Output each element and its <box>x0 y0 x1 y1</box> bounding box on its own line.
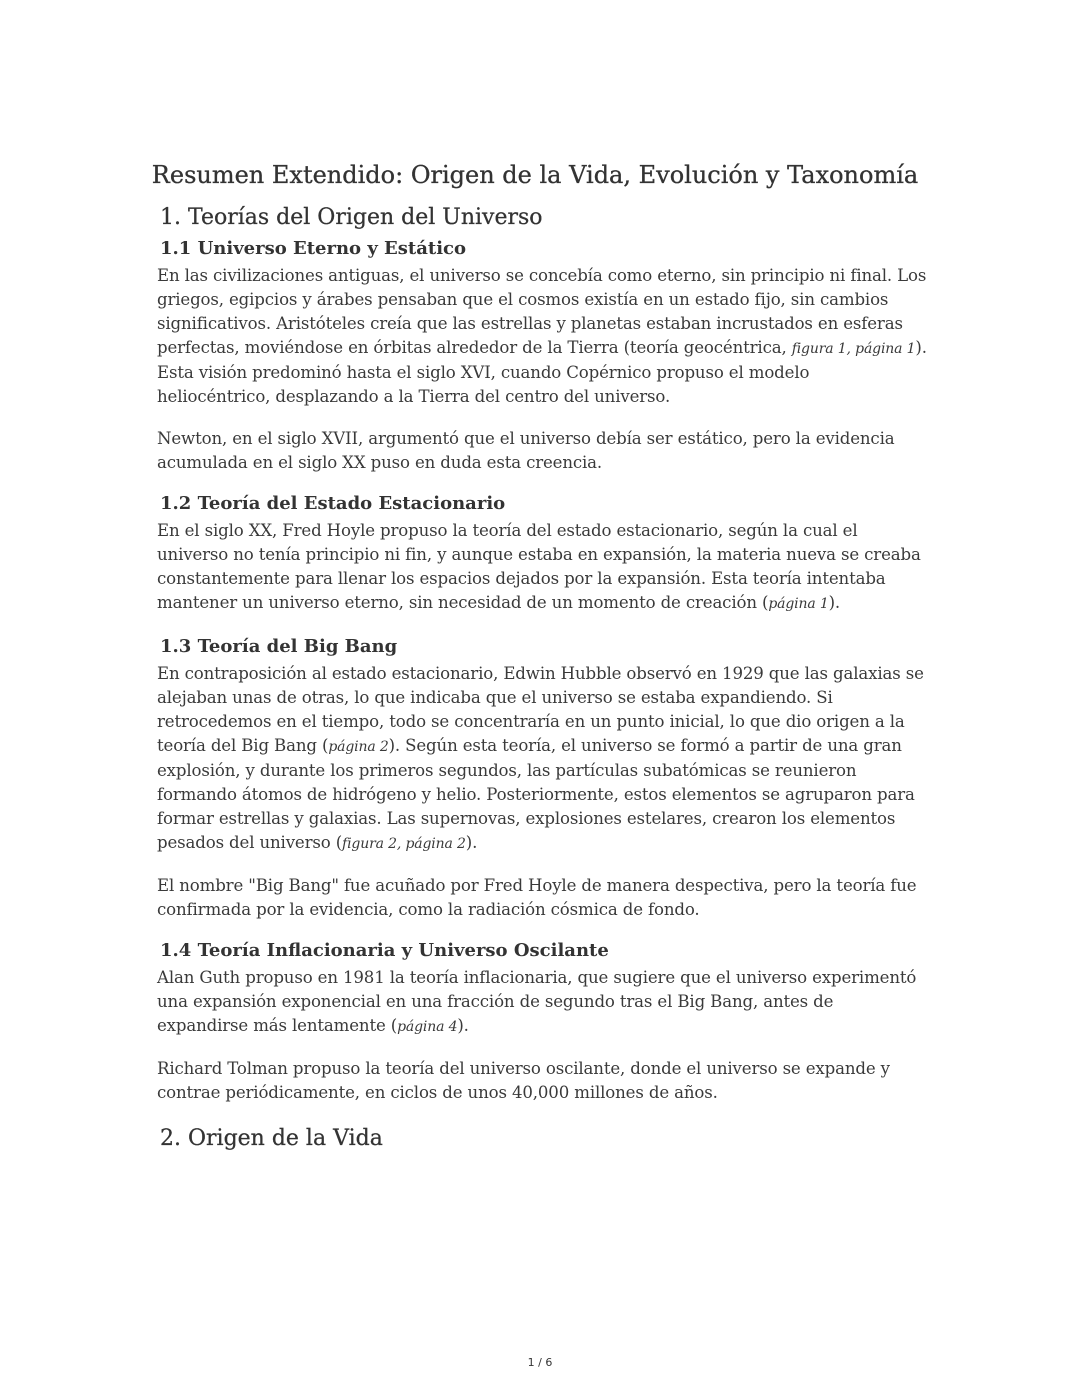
text-run: ). Esta visión predominó hasta el siglo XVI, cuando Copérnico propuso el modelo heliocéntrico, desplazando a la Tierra del centro del universo. <box>157 338 927 406</box>
page-reference: página 2 <box>328 739 389 755</box>
figure-reference: figura 2, página 2 <box>342 836 466 852</box>
paragraph-1-3-b: El nombre "Big Bang" fue acuñado por Fred Hoyle de manera despectiva, pero la teoría fue confirmada por la evidencia, como la radiación cósmica de fondo. <box>157 876 917 919</box>
subsection-heading-1-3: 1.3 Teoría del Big Bang <box>160 636 398 657</box>
page-reference: página 1 <box>768 596 829 612</box>
text-run: ). <box>828 593 841 612</box>
page-indicator: 1 / 6 <box>527 1356 553 1369</box>
subsection-heading-1-4: 1.4 Teoría Inflacionaria y Universo Oscilante <box>160 940 609 961</box>
document-page <box>151 158 927 1157</box>
paragraph-1-4-a <box>157 966 927 1039</box>
paragraph-1-2-a <box>157 519 927 616</box>
paragraph-1-1-b: Newton, en el siglo XVII, argumentó que el universo debía ser estático, pero la evidencia acumulada en el siglo XX puso en duda esta creencia. <box>157 429 895 472</box>
paragraph-1-1-a <box>157 264 927 409</box>
document-title: Resumen Extendido: Origen de la Vida, Evolución y Taxonomía <box>151 161 919 189</box>
paragraph-1-4-b: Richard Tolman propuso la teoría del universo oscilante, donde el universo se expande y contrae periódicamente, en ciclos de unos 40,000 millones de años. <box>157 1059 890 1102</box>
subsection-heading-1-1: 1.1 Universo Eterno y Estático <box>160 238 467 259</box>
subsection-heading-1-2: 1.2 Teoría del Estado Estacionario <box>160 493 506 514</box>
text-run: ). <box>457 1016 469 1035</box>
text-run: En contraposición al estado estacionario, Edwin Hubble observó en 1929 que las galaxias se alejaban unas de otras, lo que indicaba que el universo se estaba expandiendo. Si retrocedemos en el tiempo, todo se concentraría en un punto inicial, lo que dio origen a la teoría del Big Bang ( <box>157 664 924 755</box>
section-heading-1: 1. Teorías del Origen del Universo <box>160 205 543 230</box>
paragraph-1-3-a <box>157 662 927 856</box>
text-run: En el siglo XX, Fred Hoyle propuso la teoría del estado estacionario, según la cual el universo no tenía principio ni fin, y aunque estaba en expansión, la materia nueva se creaba constantemente para llenar los espacios dejados por la expansión. Esta teoría intentaba mantener un universo eterno, sin necesidad de un momento de creación ( <box>157 521 921 612</box>
text-run: ). Según esta teoría, el universo se formó a partir de una gran explosión, y durante los primeros segundos, las partículas subatómicas se reunieron formando átomos de hidrógeno y helio. Posteriormente, estos elementos se agruparon para formar estrellas y galaxias. Las supernovas, explosiones estelares, crearon los elementos pesados del universo ( <box>157 736 915 852</box>
text-run: En las civilizaciones antiguas, el universo se concebía como eterno, sin principio ni final. Los griegos, egipcios y árabes pensaban que el cosmos existía en un estado fijo, sin cambios significativos. Aristóteles creía que las estrellas y planetas estaban incrustados en esferas perfectas, moviéndose en órbitas alrededor de la Tierra (teoría geocéntrica, <box>157 266 927 357</box>
text-run: Alan Guth propuso en 1981 la teoría inflacionaria, que sugiere que el universo experimentó una expansión exponencial en una fracción de segundo tras el Big Bang, antes de expandirse más lentamente ( <box>157 968 917 1035</box>
text-run: ). <box>465 833 478 852</box>
section-heading-2: 2. Origen de la Vida <box>160 1126 383 1151</box>
page-reference: figura 1, página 1 <box>791 341 916 357</box>
page-reference: página 4 <box>397 1019 458 1035</box>
